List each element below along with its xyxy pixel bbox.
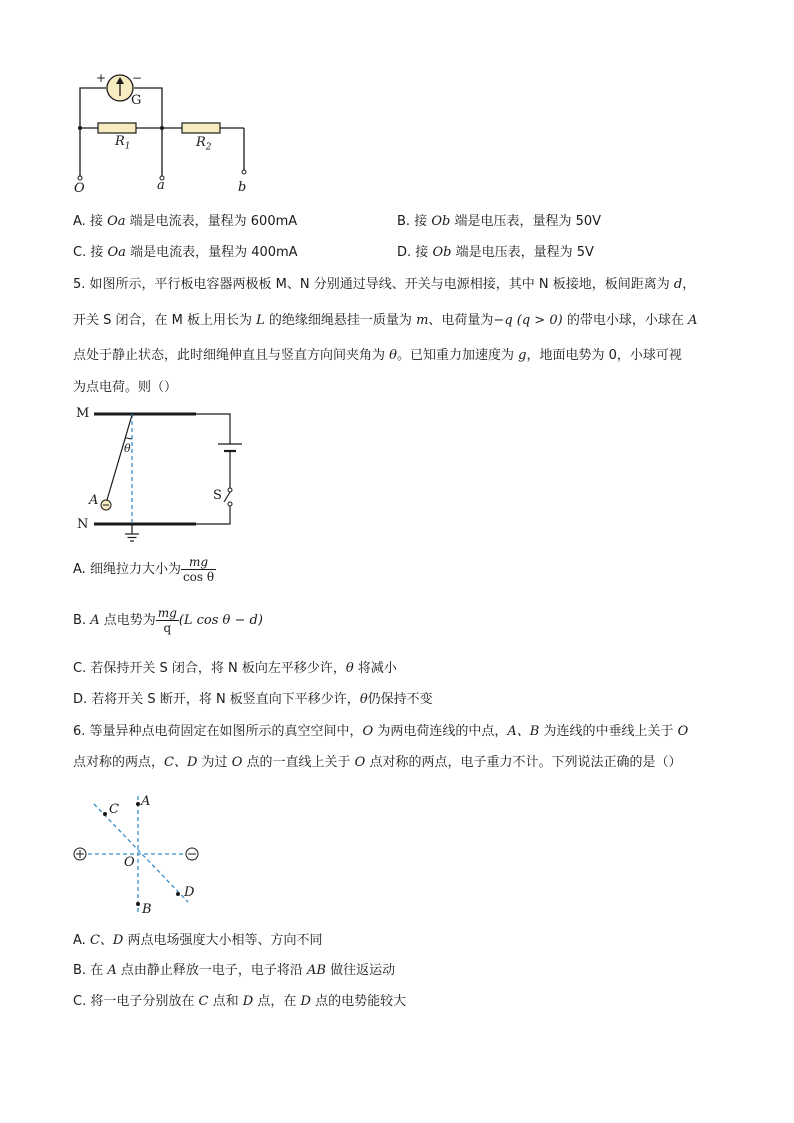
q5-option-b[interactable]: B. A 点电势为 $\frac{mg}{q}$ (L cos θ − d) — [73, 606, 263, 635]
q6-stem-line-1: 6. 等量异种点电荷固定在如图所示的真空空间中，O 为两电荷连线的中点，A、B 为连线的中垂线上关于 O — [73, 724, 689, 739]
switch-s-label: S — [213, 488, 222, 503]
meter-plus-label: + — [96, 71, 107, 85]
q4-option-c[interactable]: C. 接 Oa 端是电流表，量程为 400mA — [73, 245, 298, 260]
angle-theta-label: θ — [124, 442, 131, 455]
q6-option-a[interactable]: A. C、D 两点电场强度大小相等、方向不同 — [73, 933, 323, 948]
ball-a-label: A — [89, 493, 99, 508]
point-b-label: B — [142, 902, 152, 917]
terminal-o-label: O — [74, 181, 85, 196]
plate-n-label: N — [77, 517, 89, 532]
q4-option-a[interactable]: A. 接 Oa 端是电流表，量程为 600mA — [73, 214, 298, 229]
q5-stem-line-4: 为点电荷。则（） — [73, 380, 178, 395]
q5-option-d[interactable]: D. 若将开关 S 断开，将 N 板竖直向下平移少许，θ仍保持不变 — [73, 692, 433, 707]
point-o-label: O — [124, 855, 135, 870]
q6-option-c[interactable]: C. 将一电子分别放在 C 点和 D 点，在 D 点的电势能较大 — [73, 994, 407, 1009]
meter-minus-label: − — [132, 71, 143, 85]
plate-m-label: M — [76, 406, 90, 421]
q5-option-a[interactable]: A. 细绳拉力大小为 $\frac{mg}{\text{cos θ}}$ — [73, 555, 215, 584]
point-d-label: D — [184, 885, 195, 900]
r1-label: $R_1$ — [115, 134, 131, 152]
q4-option-d[interactable]: D. 接 Ob 端是电压表，量程为 5V — [397, 245, 594, 260]
q6-stem-line-2: 点对称的两点，C、D 为过 O 点的一直线上关于 O 点对称的两点，电子重力不计。下列说法正确的是（） — [73, 755, 682, 770]
point-c-label: C — [109, 802, 119, 817]
circuit-figure-1 — [70, 68, 260, 196]
r2-label: $R_2$ — [196, 135, 212, 153]
q5-option-c[interactable]: C. 若保持开关 S 闭合，将 N 板向左平移少许，θ 将减小 — [73, 661, 397, 676]
meter-label: G — [131, 93, 142, 108]
terminal-a-label: a — [157, 178, 165, 193]
capacitor-figure — [70, 402, 250, 552]
q5-stem-line-2: 开关 S 闭合，在 M 板上用长为 L 的绝缘细绳悬挂一质量为 m、电荷量为−q (q > 0) 的带电小球，小球在 A — [73, 313, 698, 328]
q5-stem-line-1: 5. 如图所示，平行板电容器两极板 M、N 分别通过导线、开关与电源相接，其中 N 板接地，板间距离为 d， — [73, 277, 696, 292]
terminal-b-label: b — [238, 180, 247, 195]
q4-option-b[interactable]: B. 接 Ob 端是电压表，量程为 50V — [397, 214, 602, 229]
point-a-label: A — [141, 794, 151, 809]
q5-stem-line-3: 点处于静止状态，此时细绳伸直且与竖直方向间夹角为 θ。已知重力加速度为 g，地面电势为 0，小球可视 — [73, 348, 682, 363]
q6-option-b[interactable]: B. 在 A 点由静止释放一电子，电子将沿 AB 做往返运动 — [73, 963, 396, 978]
